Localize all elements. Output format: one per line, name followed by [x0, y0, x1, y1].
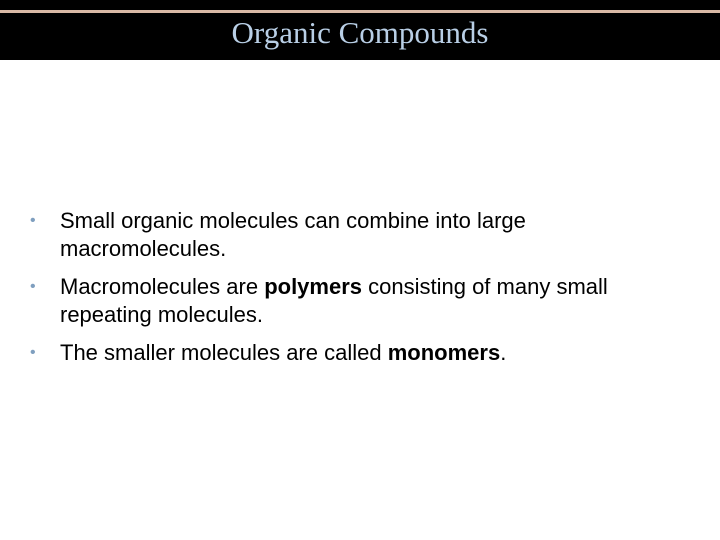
term-polymers: polymers	[264, 274, 363, 299]
bullet-text: Macromolecules are	[60, 274, 265, 299]
slide-title: Organic Compounds	[231, 15, 489, 50]
bullet-text: .	[500, 340, 507, 365]
bullet-text: The smaller molecules are called	[60, 340, 388, 365]
term-monomers: monomers	[387, 340, 501, 365]
bullet-item-1	[30, 207, 670, 263]
bullet-list	[30, 207, 670, 377]
bullet-item-2	[30, 273, 670, 329]
bullet-item-3	[30, 339, 670, 367]
bullet-dot-icon: •	[30, 344, 36, 361]
bullet-text: Small organic molecules can combine into large macromolecules.	[60, 208, 526, 261]
title-bar	[0, 0, 720, 60]
bullet-dot-icon: •	[30, 212, 36, 229]
bullet-dot-icon: •	[30, 278, 36, 295]
bullet-text: consisting of many small repeating molecules.	[60, 274, 608, 327]
